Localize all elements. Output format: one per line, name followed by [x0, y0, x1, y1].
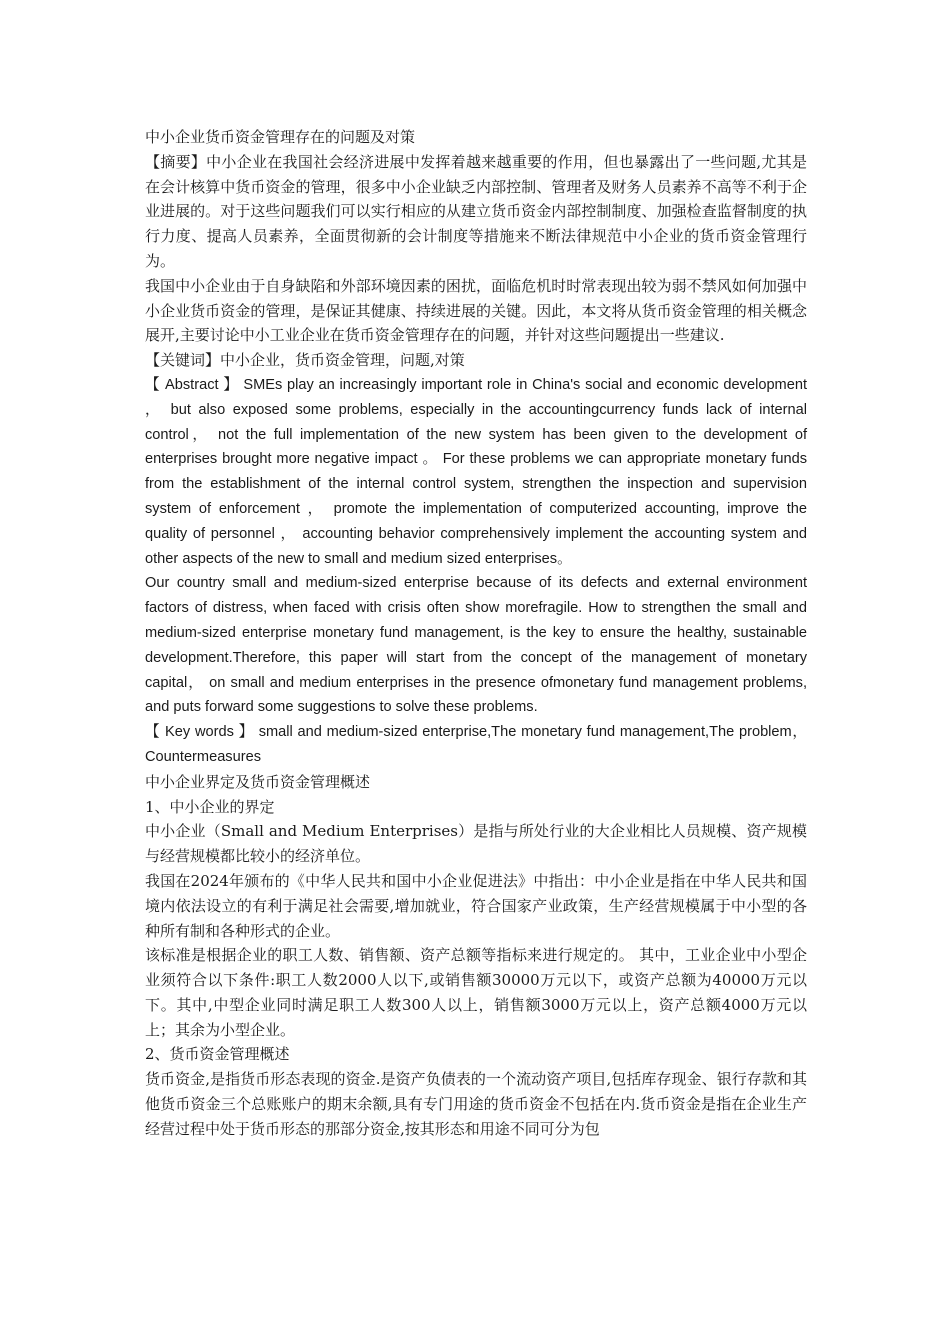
document-title: 中小企业货币资金管理存在的问题及对策 [145, 128, 416, 146]
keywords-en: 【 Key words 】 small and medium-sized enterprise,The monetary fund management,The problem，Countermeasures [145, 724, 807, 765]
paragraph-sme-criteria: 该标准是根据企业的职工人数、销售额、资产总额等指标来进行规定的。 其中，工业企业中小型企业须符合以下条件:职工人数2000人以下,或销售额30000万元以下，或资产总额为40000万元以下。其中,中型企业同时满足职工人数300人以上，销售额3000万元以上，资产总额4000万元以上；其余为小型企业。 [145, 946, 807, 1039]
abstract-cn: 【摘要】中小企业在我国社会经济进展中发挥着越来越重要的作用，但也暴露出了一些问题,尤其是在会计核算中货币资金的管理，很多中小企业缺乏内部控制、管理者及财务人员素养不高等不利于企业进展的。对于这些问题我们可以实行相应的从建立货币资金内部控制制度、加强检查监督制度的执行力度、提高人员素养，全面贯彻新的会计制度等措施来不断法律规范中小企业的货币资金管理行为。 [145, 152, 807, 270]
document-page [145, 125, 807, 1142]
paragraph-sme-law: 我国在2024年颁布的《中华人民共和国中小企业促进法》中指出：中小企业是指在中华人民共和国境内依法设立的有利于满足社会需要,增加就业，符合国家产业政策，生产经营规模属于中小型的各种所有制和各种形式的企业。 [145, 871, 807, 940]
paragraph-monetary-funds: 货币资金,是指货币形态表现的资金.是资产负债表的一个流动资产项目,包括库存现金、银行存款和其他货币资金三个总账账户的期末余额,具有专门用途的货币资金不包括在内.货币资金是指在企业生产经营过程中处于货币形态的那部分资金,按其形态和用途不同可分为包 [145, 1070, 807, 1138]
intro-en: Our country small and medium-sized enterprise because of its defects and external environment factors of distress, when faced with crisis often show morefragile. How to strengthen the small and medium-sized enterprise monetary fund management, is the key to ensure the healthy, sustainable development.Therefore, this paper will start from the concept of the management of monetary capital， on small and medium enterprises in the presence ofmonetary fund management problems, and puts forward some suggestions to solve these problems. [145, 575, 807, 716]
intro-cn: 我国中小企业由于自身缺陷和外部环境因素的困扰，面临危机时时常表现出较为弱不禁风如何加强中小企业货币资金的管理，是保证其健康、持续进展的关键。因此，本文将从货币资金管理的相关概念展开,主要讨论中小工业企业在货币资金管理存在的问题，并针对这些问题提出一些建议. [145, 276, 807, 345]
abstract-en: 【 Abstract 】 SMEs play an increasingly important role in China's social and economic development ， but also exposed some problems, especially in the accountingcurrency funds lack of internal control， not the full implementation of the new system has been given to the development of enterprises brought more negative impact 。 For these problems we can appropriate monetary funds from the establishment of the internal control system, strengthen the inspection and supervision system of enforcement ， promote the implementation of computerized accounting, improve the quality of personnel ， accounting behavior comprehensively implement the accounting system and other aspects of the new to small and medium sized enterprises。 [145, 376, 807, 567]
subsection-heading-2: 2、货币资金管理概述 [145, 1045, 290, 1064]
keywords-cn: 【关键词】中小企业，货币资金管理，问题,对策 [145, 351, 465, 370]
paragraph-sme-definition: 中小企业（Small and Medium Enterprises）是指与所处行业的大企业相比人员规模、资产规模与经营规模都比较小的经济单位。 [145, 822, 807, 866]
subsection-heading-1: 1、中小企业的界定 [145, 797, 275, 816]
section-heading: 中小企业界定及货币资金管理概述 [145, 772, 371, 791]
